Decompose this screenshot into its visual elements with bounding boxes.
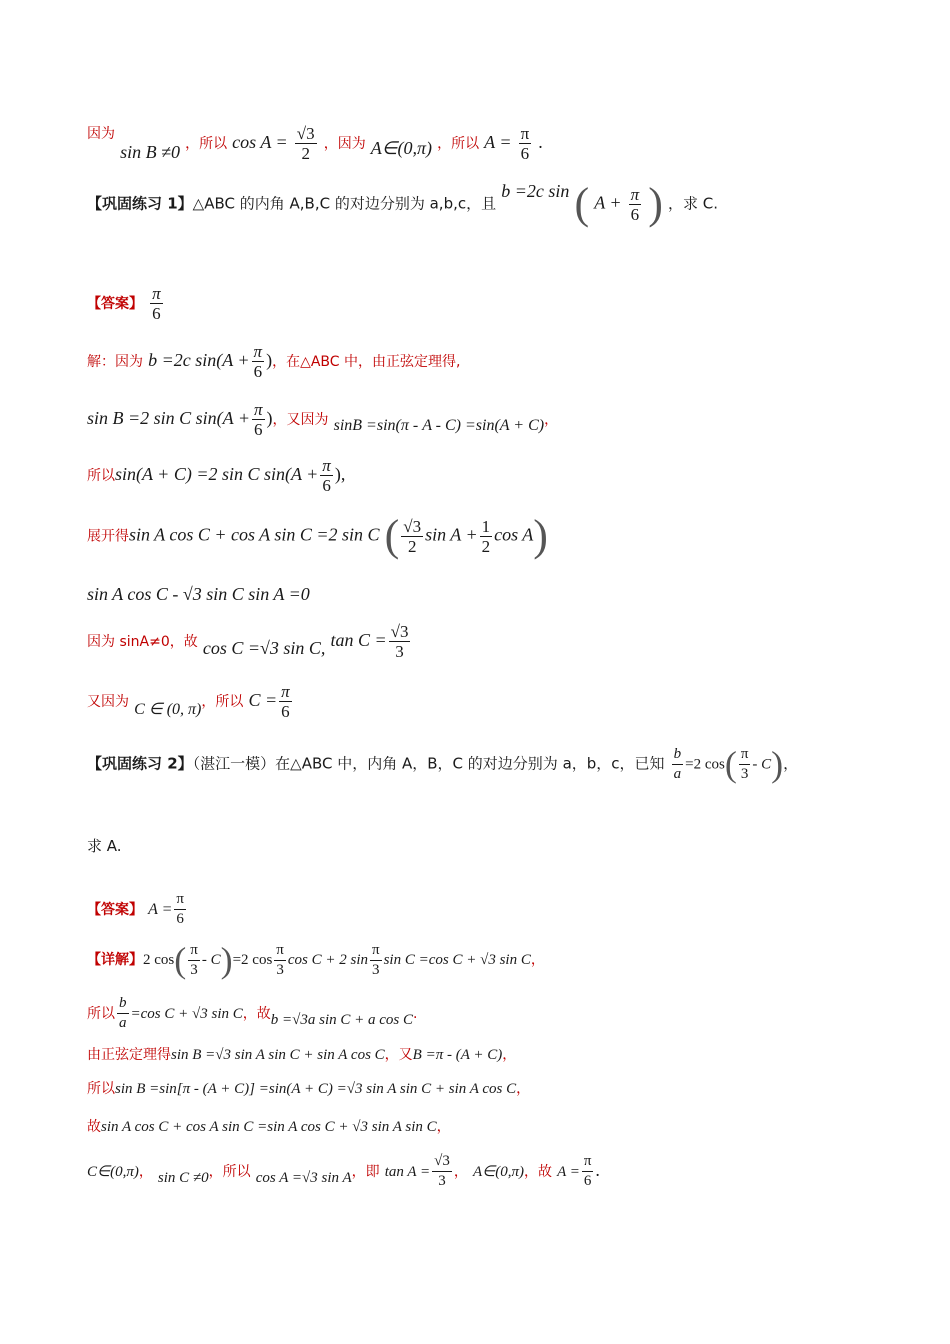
text: 【详解】 xyxy=(87,952,143,968)
text: 求 A. xyxy=(87,837,122,855)
exercise-1 xyxy=(87,179,719,228)
fraction: $\frac{\pi}{6}$ xyxy=(176,891,184,927)
math: cos C + 2 sin xyxy=(287,952,369,968)
paren-open: ( xyxy=(724,744,737,784)
math: =cos C + √3 sin C xyxy=(130,1006,243,1022)
text: ，故 xyxy=(523,1164,552,1180)
answer-label: 【答案】 xyxy=(87,902,143,918)
math: sin C =cos C + √3 sin C xyxy=(383,952,531,968)
sol1-line-3 xyxy=(87,456,345,495)
sol2-line-3 xyxy=(87,1044,516,1065)
text: ， xyxy=(436,1119,451,1135)
math: ) xyxy=(266,408,273,428)
math: B =π - (A + C) xyxy=(412,1047,503,1063)
math: A∈(0,π) xyxy=(472,1164,524,1180)
sol2-line-4 xyxy=(87,1078,530,1099)
sol1-line-7 xyxy=(87,682,294,721)
math: sin B =√3 sin A sin C + sin A cos C xyxy=(171,1047,385,1063)
exercise-2-question xyxy=(87,836,122,856)
text: ，所以 xyxy=(201,694,244,710)
math: b =2c sin(A + xyxy=(148,350,250,370)
math: sin A cos C - √3 sin C sin A =0 xyxy=(87,584,310,604)
text: 因为 sinA≠0，故 xyxy=(87,634,198,650)
text: ，又 xyxy=(384,1047,413,1063)
math: sin A cos C + cos A sin C =2 sin C xyxy=(129,524,380,545)
math: ), xyxy=(334,464,346,484)
text-suoyi-2: ，所以 xyxy=(437,136,480,152)
fraction: $\frac{\pi}{3}$ xyxy=(276,941,284,978)
text-yinwei: 因为 xyxy=(87,126,115,142)
exercise-1-text: △ABC 的内角 A,B,C 的对边分别为 a,b,c，且 xyxy=(192,194,497,213)
fraction: $\frac{\pi}{3}$ xyxy=(740,745,749,782)
answer-2 xyxy=(87,890,188,929)
sol2-line-5 xyxy=(87,1116,451,1137)
exercise-2-text: （湛江一模）在△ABC 中，内角 A，B，C 的对边分别为 a，b，c，已知 xyxy=(192,754,665,773)
math: cos A xyxy=(494,524,534,545)
math: ) xyxy=(266,350,273,370)
fraction: $\frac{\pi}{6}$ xyxy=(281,682,290,721)
math: sin C ≠0 xyxy=(157,1170,209,1186)
math: C∈(0,π) xyxy=(87,1164,139,1180)
math: b =√3a sin C + a cos C xyxy=(270,1012,413,1028)
answer-1 xyxy=(87,284,165,323)
text: ， xyxy=(783,754,799,773)
text-yinwei-2: ，因为 xyxy=(323,136,366,152)
math-b-2csin: b =2c sin xyxy=(501,180,570,201)
math: C ∈ (0, π) xyxy=(134,701,202,718)
math-A-plus: A + xyxy=(594,192,622,213)
fraction-pi-over-6: $\frac{\pi}{6}$ xyxy=(630,184,640,224)
text: ，即 xyxy=(351,1164,380,1180)
sol1-line-1 xyxy=(87,342,460,381)
fraction: $\frac{√3}{3}$ xyxy=(434,1153,450,1189)
period: . xyxy=(538,132,543,152)
paren-close: ) xyxy=(220,940,233,980)
text: ， xyxy=(530,952,545,968)
math: sinB =sin(π - A - C) =sin(A + C) xyxy=(333,417,545,434)
paren-close: ) xyxy=(533,511,548,560)
fraction: $\frac{\pi}{6}$ xyxy=(253,342,263,381)
math: - C xyxy=(201,952,221,968)
math: cos C =√3 sin C, xyxy=(202,638,326,658)
sol1-line-6 xyxy=(87,622,412,661)
math: sin A cos C + cos A sin C =sin A cos C + √3 sin A sin C xyxy=(101,1119,437,1135)
math: A = xyxy=(557,1164,580,1180)
paren-open: ( xyxy=(174,940,187,980)
text: ，在△ABC 中，由正弦定理得, xyxy=(272,354,461,370)
text: 所以 xyxy=(87,468,115,484)
paren-close: ) xyxy=(771,744,784,784)
text: 又因为 xyxy=(87,694,129,710)
text: ，所以 xyxy=(208,1164,251,1180)
text: ， xyxy=(138,1164,153,1180)
math: sin B =2 sin C sin(A + xyxy=(87,408,250,428)
text: . xyxy=(595,1160,600,1180)
fraction: $\frac{\pi}{3}$ xyxy=(190,941,198,978)
math: sin A + xyxy=(425,524,478,545)
math: =2 cos xyxy=(232,952,273,968)
math: - C xyxy=(752,756,772,773)
fraction: $\frac{√3}{3}$ xyxy=(390,622,409,661)
math: =2 cos xyxy=(685,756,725,773)
text: ， xyxy=(544,412,559,428)
sol2-line-1 xyxy=(87,940,545,980)
fraction: $\frac{\pi}{6}$ xyxy=(583,1153,592,1189)
math: tan A = xyxy=(384,1164,431,1180)
exercise-2-label: 【巩固练习 2】 xyxy=(87,754,193,773)
sol1-line-5 xyxy=(87,584,310,605)
text: ， xyxy=(502,1047,517,1063)
text: . xyxy=(413,1006,418,1022)
fraction: $\frac{1}{2}$ xyxy=(481,516,491,556)
math: 2 cos xyxy=(143,952,175,968)
math-sinB: sin B ≠0 xyxy=(120,142,180,162)
sol1-line-2 xyxy=(87,400,558,439)
sol1-line-4 xyxy=(87,511,548,560)
fraction: $\frac{\pi}{6}$ xyxy=(322,456,331,495)
math-A-interval: A∈(0,π) xyxy=(370,138,432,158)
fraction: $\frac{\pi}{3}$ xyxy=(372,941,380,978)
math-A-eq: A = xyxy=(484,132,512,152)
sol2-line-2 xyxy=(87,994,417,1033)
paren-close: ) xyxy=(648,179,663,228)
text: 所以 xyxy=(87,1006,115,1022)
text: 解：因为 xyxy=(87,354,143,370)
fraction-pi-over-6: $\frac{\pi}{6}$ xyxy=(520,124,530,163)
text: ，故 xyxy=(242,1006,271,1022)
text: 展开得 xyxy=(87,528,129,545)
answer-label: 【答案】 xyxy=(87,296,143,312)
text: 由正弦定理得 xyxy=(87,1047,171,1063)
sol2-line-6 xyxy=(87,1152,600,1191)
text: ，又因为 xyxy=(272,412,329,428)
exercise-2 xyxy=(87,744,798,784)
fraction-sqrt3-over-2: $\frac{√3}{2}$ xyxy=(296,124,315,163)
text: 故 xyxy=(87,1119,101,1135)
math: tan C = xyxy=(330,630,387,650)
fraction: $\frac{√3}{2}$ xyxy=(403,516,422,556)
math: sin B =sin[π - (A + C)] =sin(A + C) =√3 sin A sin C + sin A cos C xyxy=(115,1081,517,1097)
exercise-1-tail: ，求 C. xyxy=(668,194,719,213)
paren-open: ( xyxy=(384,511,400,560)
fraction-b-over-a: $\frac{b}{a}$ xyxy=(673,745,682,782)
fraction-b-over-a: $\frac{b}{a}$ xyxy=(119,995,127,1031)
fraction: $\frac{\pi}{6}$ xyxy=(253,400,263,439)
text: 所以 xyxy=(87,1081,115,1097)
solution-line-1 xyxy=(87,124,543,163)
math: C = xyxy=(248,690,278,710)
math-cosA: cos A = xyxy=(232,132,288,152)
text: ， xyxy=(453,1164,468,1180)
paren-open: ( xyxy=(574,179,590,228)
math: sin(A + C) =2 sin C sin(A + xyxy=(115,464,319,484)
answer-fraction: $\frac{\pi}{6}$ xyxy=(152,284,161,323)
exercise-1-label: 【巩固练习 1】 xyxy=(87,194,193,213)
text: ， xyxy=(516,1081,531,1097)
math: A = xyxy=(148,901,173,918)
text-suoyi: ，所以 xyxy=(185,136,228,152)
math: cos A =√3 sin A xyxy=(255,1170,352,1186)
